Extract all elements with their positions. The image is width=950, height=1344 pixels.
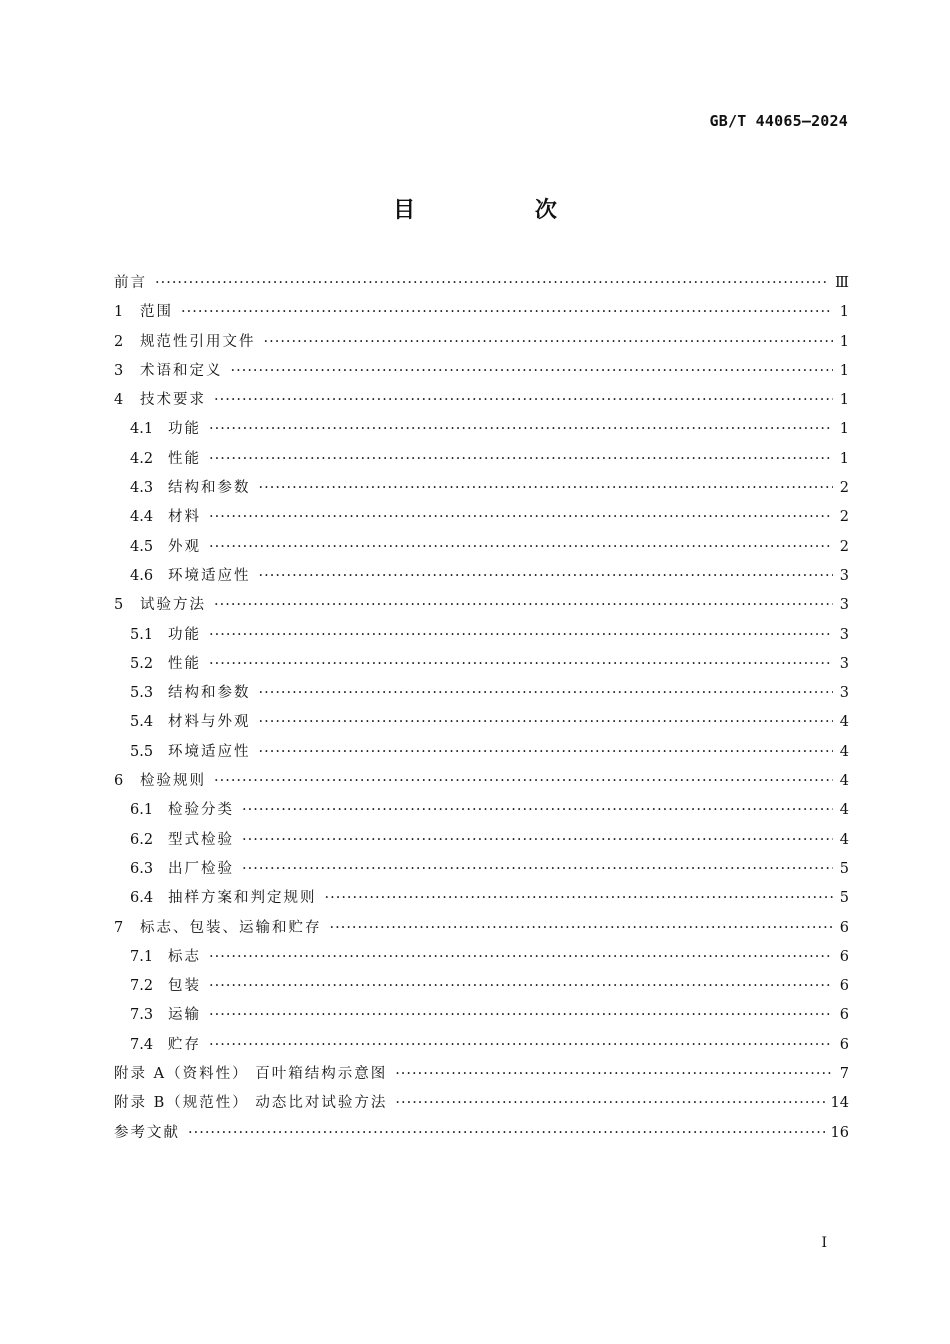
toc-entry-number: 7.3 bbox=[130, 1007, 154, 1024]
toc-entry-page: 1 bbox=[839, 304, 849, 321]
toc-entry[interactable] bbox=[114, 884, 849, 913]
toc-entry-label: 包装 bbox=[168, 978, 201, 995]
toc-entry[interactable] bbox=[114, 386, 849, 415]
toc-dot-leader bbox=[330, 914, 834, 943]
toc-entry-label: 标志、包装、运输和贮存 bbox=[140, 919, 322, 936]
toc-dot-leader bbox=[209, 1031, 833, 1060]
toc-entry-page: 16 bbox=[830, 1124, 849, 1141]
toc-entry-number: 5.3 bbox=[130, 685, 154, 702]
toc-entry-page: 6 bbox=[839, 1007, 849, 1024]
toc-entry-page: 5 bbox=[839, 890, 849, 907]
toc-entry-page: 2 bbox=[839, 538, 849, 555]
toc-entry-label: 规范性引用文件 bbox=[140, 333, 256, 350]
toc-entry-page: 1 bbox=[839, 362, 849, 379]
toc-entry[interactable] bbox=[114, 474, 849, 503]
toc-entry-label: 材料 bbox=[168, 509, 201, 526]
toc-entry-number: 5.2 bbox=[130, 655, 154, 672]
toc-entry-number: 7.2 bbox=[130, 978, 154, 995]
toc-dot-leader bbox=[209, 621, 833, 650]
toc-entry-page: 4 bbox=[839, 802, 849, 819]
toc-entry[interactable] bbox=[114, 562, 849, 591]
toc-dot-leader bbox=[231, 357, 834, 386]
toc-entry-page: 6 bbox=[839, 919, 849, 936]
toc-dot-leader bbox=[242, 796, 833, 825]
toc-entry-number: 2 bbox=[114, 333, 124, 350]
toc-dot-leader bbox=[209, 943, 833, 972]
toc-entry-label: 抽样方案和判定规则 bbox=[168, 890, 317, 907]
toc-dot-leader bbox=[214, 386, 833, 415]
standard-code: GB/T 44065—2024 bbox=[709, 112, 848, 130]
toc-dot-leader bbox=[214, 591, 833, 620]
toc-entry-label: 型式检验 bbox=[168, 831, 234, 848]
toc-entry-label: 功能 bbox=[168, 626, 201, 643]
toc-entry-page: 2 bbox=[839, 480, 849, 497]
toc-entry-label: 出厂检验 bbox=[168, 860, 234, 877]
toc-entry[interactable] bbox=[114, 650, 849, 679]
toc-entry[interactable] bbox=[114, 767, 849, 796]
toc-entry-number: 4.5 bbox=[130, 538, 154, 555]
toc-entry-page: 3 bbox=[839, 655, 849, 672]
toc-dot-leader bbox=[395, 1060, 833, 1089]
toc-entry-number: 7.4 bbox=[130, 1036, 154, 1053]
toc-entry[interactable] bbox=[114, 1001, 849, 1030]
toc-entry-label: 结构和参数 bbox=[168, 685, 251, 702]
toc-entry-label: 技术要求 bbox=[140, 392, 206, 409]
toc-dot-leader bbox=[209, 533, 833, 562]
toc-entry-label: 性能 bbox=[168, 450, 201, 467]
toc-entry-label: 性能 bbox=[168, 655, 201, 672]
toc-entry-number: 5.1 bbox=[130, 626, 154, 643]
toc-entry[interactable] bbox=[114, 269, 849, 298]
toc-entry-page: 2 bbox=[839, 509, 849, 526]
toc-entry-page: 1 bbox=[839, 392, 849, 409]
toc-entry-label: 检验规则 bbox=[140, 773, 206, 790]
toc-entry-page: 1 bbox=[839, 333, 849, 350]
toc-entry[interactable] bbox=[114, 914, 849, 943]
toc-dot-leader bbox=[209, 445, 833, 474]
toc-entry-label: 功能 bbox=[168, 421, 201, 438]
toc-entry-page: 7 bbox=[839, 1066, 849, 1083]
toc-entry-label: 贮存 bbox=[168, 1036, 201, 1053]
toc-entry-number: 4.4 bbox=[130, 509, 154, 526]
toc-dot-leader bbox=[325, 884, 834, 913]
toc-entry-label: 外观 bbox=[168, 538, 201, 555]
toc-entry-number: 4 bbox=[114, 392, 124, 409]
toc-entry[interactable] bbox=[114, 328, 849, 357]
toc-entry-number: 4.1 bbox=[130, 421, 154, 438]
toc-dot-leader bbox=[209, 650, 833, 679]
toc-dot-leader bbox=[209, 1001, 833, 1030]
toc-entry-page: 3 bbox=[839, 567, 849, 584]
toc-dot-leader bbox=[259, 562, 834, 591]
toc-entry-page: 1 bbox=[839, 450, 849, 467]
toc-entry-page: 6 bbox=[839, 1036, 849, 1053]
toc-entry-label: 标志 bbox=[168, 948, 201, 965]
toc-entry[interactable] bbox=[114, 972, 849, 1001]
toc-entry-number: 5.4 bbox=[130, 714, 154, 731]
toc-entry[interactable] bbox=[114, 415, 849, 444]
toc-entry-number: 6.1 bbox=[130, 802, 154, 819]
toc-entry[interactable] bbox=[114, 1031, 849, 1060]
toc-dot-leader bbox=[209, 415, 833, 444]
toc-entry-number: 7 bbox=[114, 919, 124, 936]
page-number: I bbox=[821, 1235, 827, 1251]
toc-entry[interactable] bbox=[114, 826, 849, 855]
toc-entry-number: 4.6 bbox=[130, 567, 154, 584]
toc-entry-number: 4.2 bbox=[130, 450, 154, 467]
toc-dot-leader bbox=[259, 679, 834, 708]
toc-entry-number: 6.3 bbox=[130, 860, 154, 877]
toc-dot-leader bbox=[259, 708, 834, 737]
toc-entry-number: 4.3 bbox=[130, 480, 154, 497]
toc-entry-number: 6.2 bbox=[130, 831, 154, 848]
toc-entry[interactable] bbox=[114, 357, 849, 386]
toc-entry-page: 6 bbox=[839, 948, 849, 965]
toc-entry-number: 7.1 bbox=[130, 948, 154, 965]
toc-entry[interactable] bbox=[114, 738, 849, 767]
toc-entry-label: 附录 B（规范性） 动态比对试验方法 bbox=[114, 1095, 388, 1112]
toc-entry-label: 环境适应性 bbox=[168, 743, 251, 760]
toc-dot-leader bbox=[209, 503, 833, 532]
toc-dot-leader bbox=[259, 738, 834, 767]
toc-dot-leader bbox=[188, 1119, 825, 1148]
toc-entry-number: 6.4 bbox=[130, 890, 154, 907]
table-of-contents bbox=[114, 269, 849, 1148]
toc-dot-leader bbox=[259, 474, 834, 503]
toc-entry-label: 附录 A（资料性） 百叶箱结构示意图 bbox=[114, 1066, 388, 1083]
toc-entry-label: 参考文献 bbox=[114, 1124, 180, 1141]
toc-dot-leader bbox=[242, 855, 833, 884]
toc-dot-leader bbox=[155, 269, 829, 298]
toc-entry-number: 3 bbox=[114, 362, 124, 379]
toc-dot-leader bbox=[209, 972, 833, 1001]
toc-entry[interactable] bbox=[114, 533, 849, 562]
toc-entry-page: 3 bbox=[839, 685, 849, 702]
toc-entry[interactable] bbox=[114, 679, 849, 708]
toc-entry-number: 5 bbox=[114, 597, 124, 614]
toc-entry[interactable] bbox=[114, 855, 849, 884]
toc-entry[interactable] bbox=[114, 1089, 849, 1118]
toc-entry[interactable] bbox=[114, 708, 849, 737]
toc-entry-page: 4 bbox=[839, 714, 849, 731]
toc-entry-number: 6 bbox=[114, 773, 124, 790]
toc-entry-label: 检验分类 bbox=[168, 802, 234, 819]
toc-dot-leader bbox=[264, 328, 834, 357]
toc-entry-label: 试验方法 bbox=[140, 597, 206, 614]
toc-entry[interactable] bbox=[114, 503, 849, 532]
toc-entry[interactable] bbox=[114, 591, 849, 620]
toc-entry[interactable] bbox=[114, 298, 849, 327]
toc-entry-label: 前言 bbox=[114, 275, 147, 291]
toc-dot-leader bbox=[181, 298, 833, 327]
toc-entry-page: 4 bbox=[839, 743, 849, 760]
page-title: 目 次 bbox=[393, 198, 613, 223]
toc-dot-leader bbox=[242, 826, 833, 855]
toc-entry-page: 5 bbox=[839, 860, 849, 877]
toc-entry[interactable] bbox=[114, 621, 849, 650]
toc-entry[interactable] bbox=[114, 1119, 849, 1148]
toc-entry-label: 运输 bbox=[168, 1007, 201, 1024]
toc-entry[interactable] bbox=[114, 796, 849, 825]
toc-entry[interactable] bbox=[114, 1060, 849, 1089]
toc-entry-page: 6 bbox=[839, 978, 849, 995]
toc-entry-label: 范围 bbox=[140, 304, 173, 321]
toc-entry-page: Ⅲ bbox=[835, 275, 849, 291]
toc-entry-number: 1 bbox=[114, 304, 124, 321]
toc-entry-number: 5.5 bbox=[130, 743, 154, 760]
toc-entry-label: 术语和定义 bbox=[140, 362, 223, 379]
toc-entry-label: 材料与外观 bbox=[168, 714, 251, 731]
toc-entry[interactable] bbox=[114, 445, 849, 474]
toc-entry-page: 4 bbox=[839, 831, 849, 848]
toc-dot-leader bbox=[214, 767, 833, 796]
toc-dot-leader bbox=[395, 1089, 824, 1118]
toc-entry-page: 4 bbox=[839, 773, 849, 790]
toc-entry-label: 结构和参数 bbox=[168, 480, 251, 497]
toc-entry-label: 环境适应性 bbox=[168, 567, 251, 584]
toc-entry-page: 3 bbox=[839, 597, 849, 614]
toc-entry[interactable] bbox=[114, 943, 849, 972]
toc-entry-page: 3 bbox=[839, 626, 849, 643]
toc-entry-page: 14 bbox=[830, 1095, 849, 1112]
toc-entry-page: 1 bbox=[839, 421, 849, 438]
